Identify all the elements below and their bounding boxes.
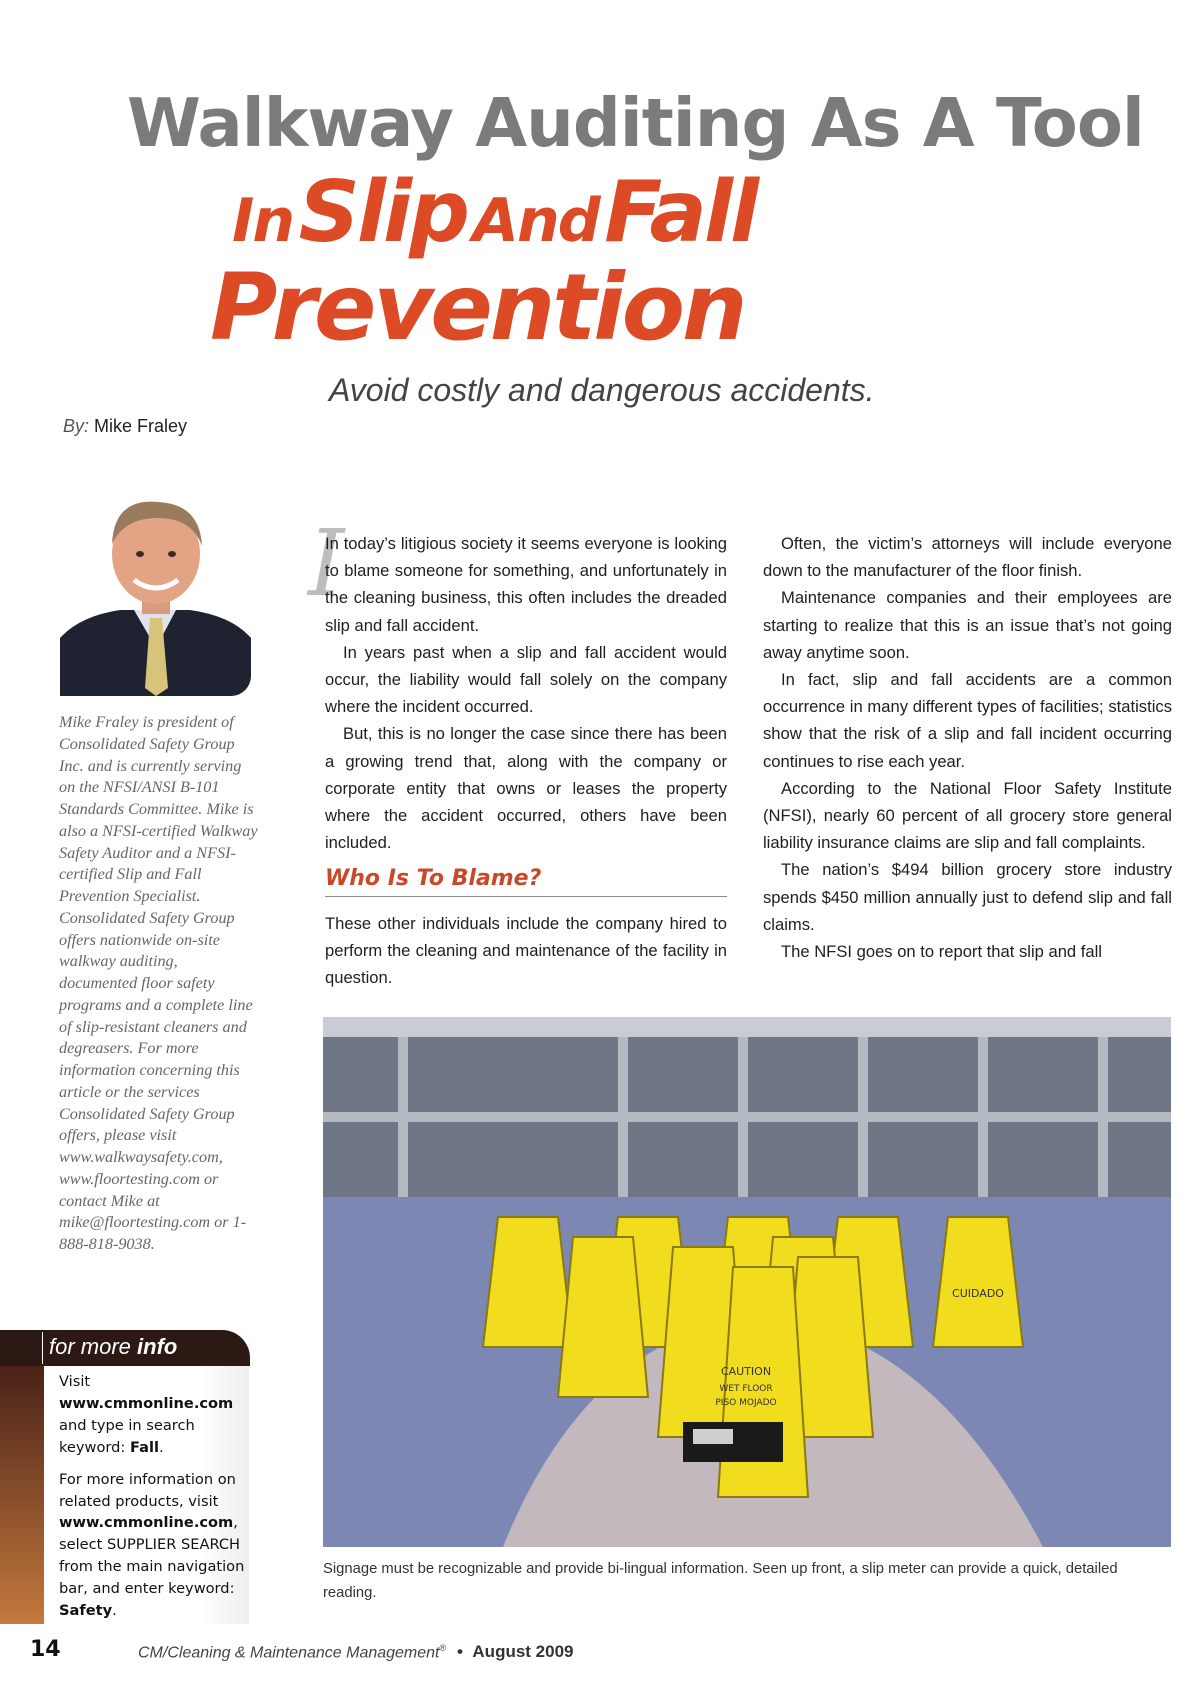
cmmonline-link[interactable]: www.cmmonline.com — [59, 1394, 234, 1412]
for-more-info-bar — [0, 1330, 250, 1366]
headline-fall: Fall — [604, 163, 757, 262]
info-text: , select SUPPLIER SEARCH from the main navigation bar, and enter keyword: — [59, 1514, 245, 1598]
photo-sign-text: PISO MOJADO — [715, 1398, 777, 1408]
registered-mark: ® — [439, 1643, 447, 1653]
info-text: Visit — [59, 1373, 91, 1390]
paragraph: But, this is no longer the case since there has been a growing trend that, along with the company or corporate entity that owns or leases the property where the accident occurred, others have been included. — [325, 724, 727, 853]
headline-line1: Walkway Auditing As A Tool — [127, 84, 1144, 162]
headline-line2 — [232, 163, 757, 262]
keyword-fall: Fall — [129, 1438, 159, 1456]
headline-in: In — [232, 186, 294, 256]
info-text: For more information on related products, visit — [59, 1470, 236, 1510]
paragraph: Maintenance companies and their employees are starting to realize that this is an issue that’s not going away anytime soon. — [763, 588, 1172, 662]
for-more-info-title — [49, 1334, 177, 1360]
publication-title: CM/Cleaning & Maintenance Management — [138, 1644, 440, 1662]
article-column-1-continued — [325, 910, 727, 992]
byline-author: Mike Fraley — [94, 416, 188, 436]
info-text: . — [112, 1602, 117, 1620]
issue-date-text: August 2009 — [472, 1642, 574, 1661]
author-bio: Mike Fraley is president of Consolidated Safety Group Inc. and is currently serving on the NFSI/ANSI B-101 Standards Committee. Mike is also a NFSI-certified Walkway Safety Auditor and a NFSI-certified Slip and Fall Prevention Specialist. Consolidated Safety Group offers nationwide on-site walkway auditing, documented floor safety programs and a complete line of slip-resistant cleaners and degreasers. For more information concerning this article or the services Consolidated Safety Group offers, please visit www.walkwaysafety.com, www.floortesting.com or contact Mike at mike@floortesting.com or 1-888-818-9038. — [59, 713, 258, 1253]
photo-caption: Signage must be recognizable and provide bi-lingual information. Seen up front, a slip meter can provide a quick, detailed reading. — [323, 1561, 1118, 1601]
sidebar-gradient-strip — [0, 1366, 44, 1624]
divider — [42, 1332, 43, 1364]
photo-sign-text: WET FLOOR — [719, 1384, 773, 1394]
issue-date — [457, 1642, 574, 1662]
author-photo — [60, 488, 251, 696]
article-column-1 — [325, 530, 727, 856]
paragraph: Often, the victim’s attorneys will include everyone down to the manufacturer of the floor finish. — [763, 534, 1172, 581]
info-text: and type in search keyword: — [59, 1416, 195, 1456]
footer-separator: • — [457, 1642, 463, 1661]
paragraph: In fact, slip and fall accidents are a common occurrence in many different types of facilities; statistics show that the risk of a slip and fall incident occurring continues to rise each year. — [763, 670, 1172, 771]
publication-name — [138, 1643, 446, 1662]
article-column-2 — [763, 530, 1172, 965]
page-footer — [30, 1637, 574, 1662]
byline — [63, 416, 187, 437]
headline-and: And — [472, 186, 599, 256]
paragraph: The nation’s $494 billion grocery store industry spends $450 million annually just to defend slip and fall claims. — [763, 860, 1172, 934]
cmmonline-link[interactable]: www.cmmonline.com — [59, 1514, 234, 1532]
info-text: . — [158, 1438, 164, 1456]
headline-slip: Slip — [298, 163, 467, 262]
headline-line3: Prevention — [210, 254, 745, 361]
paragraph: The NFSI goes on to report that slip and fall — [781, 942, 1102, 962]
for-more-info-prefix: for more — [49, 1334, 131, 1359]
photo-sign-text: CAUTION — [720, 1365, 772, 1378]
paragraph: In today’s litigious society it seems everyone is looking to blame someone for something, and unfortunately in the cleaning business, this often includes the dreaded slip and fall accident. — [325, 534, 727, 635]
paragraph: In years past when a slip and fall accident would occur, the liability would fall solely on the company where the incident occurred. — [325, 642, 727, 717]
paragraph: According to the National Floor Safety Institute (NFSI), nearly 60 percent of all grocery store general liability insurance claims are slip and fall complaints. — [763, 778, 1172, 853]
paragraph: These other individuals include the company hired to perform the cleaning and maintenance of the facility in question. — [325, 914, 727, 988]
section-heading: Who Is To Blame? — [325, 866, 727, 897]
page-number: 14 — [30, 1637, 61, 1662]
photo-sign-text: CUIDADO — [952, 1287, 1004, 1300]
wet-floor-signs-photo — [323, 1017, 1171, 1547]
keyword-safety: Safety — [59, 1602, 113, 1620]
info-paragraph-1 — [59, 1371, 249, 1459]
drop-cap: I — [308, 510, 345, 617]
for-more-info-emphasis: info — [137, 1334, 178, 1359]
info-paragraph-2 — [59, 1469, 249, 1622]
for-more-info-text — [59, 1371, 249, 1632]
subtitle: Avoid costly and dangerous accidents. — [329, 372, 875, 408]
byline-prefix: By: — [63, 416, 90, 436]
